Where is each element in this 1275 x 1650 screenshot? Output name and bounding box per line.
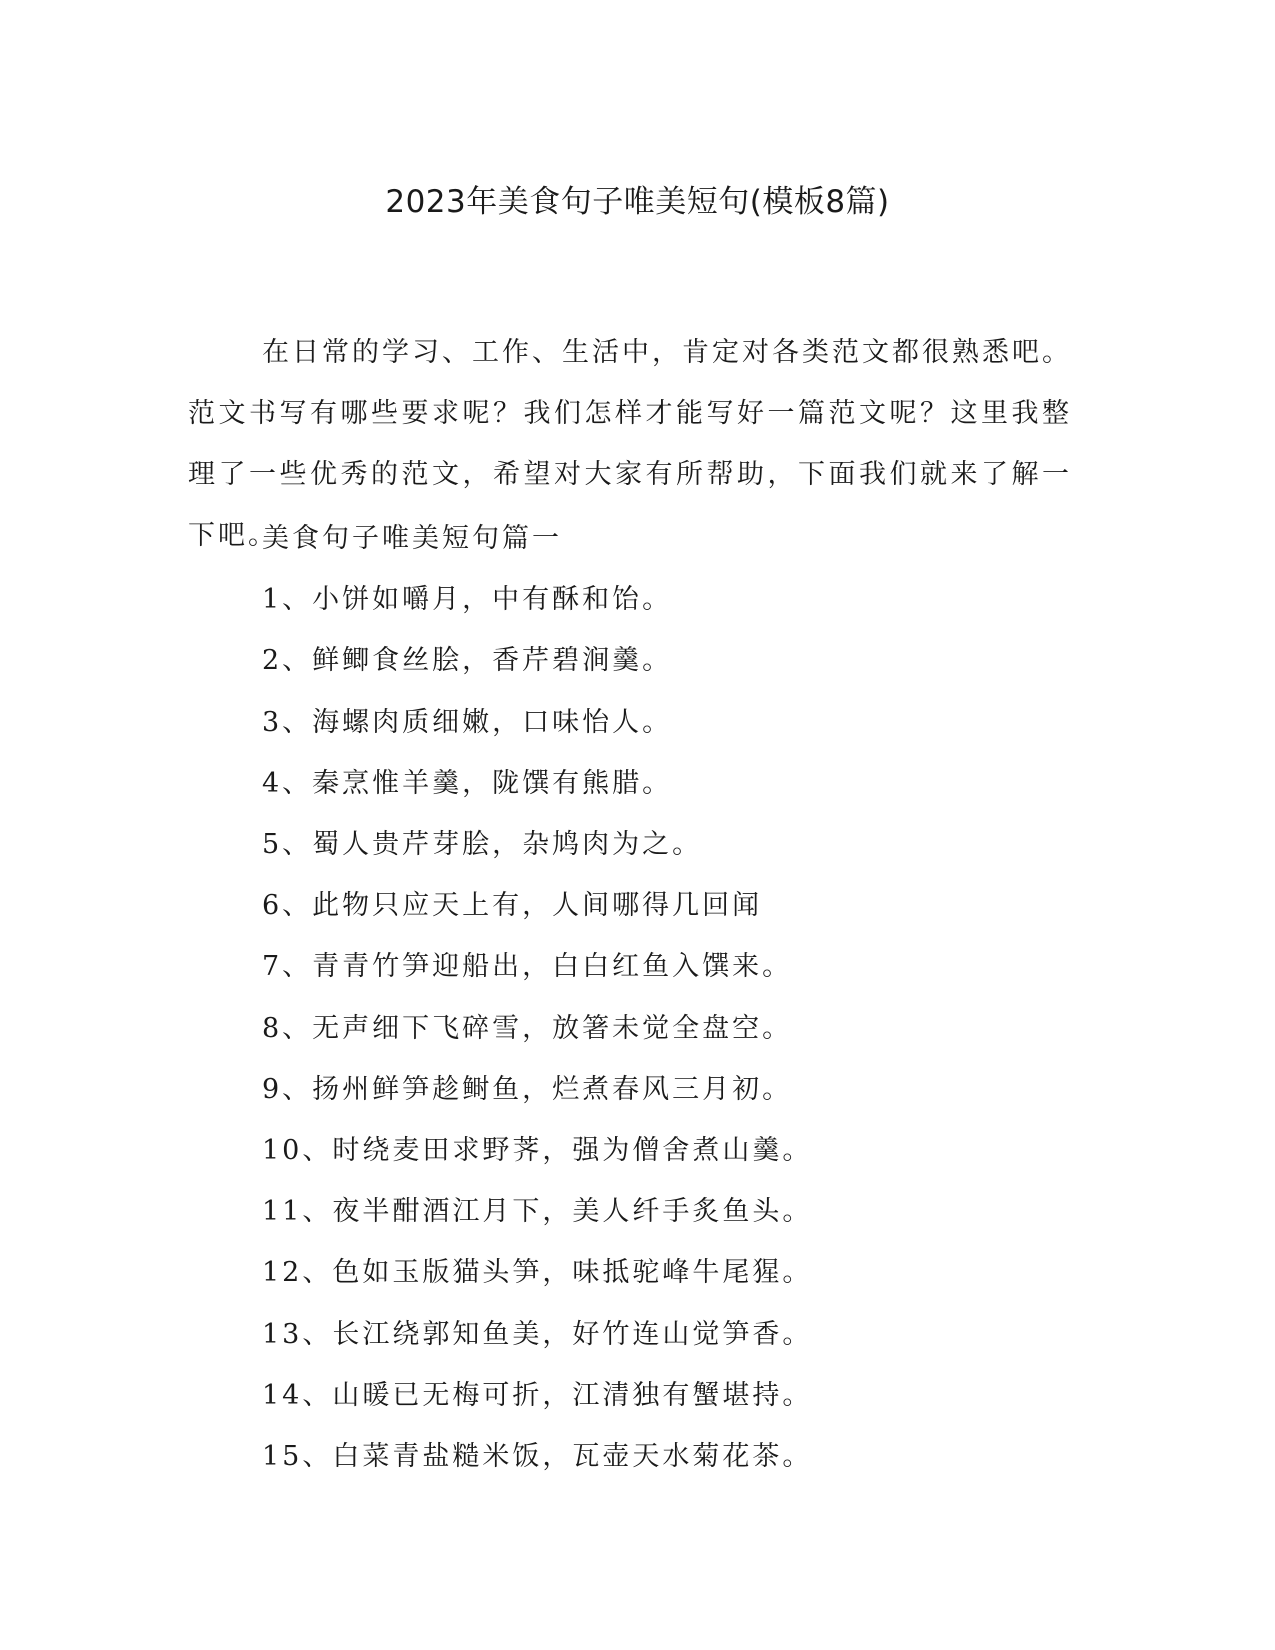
list-item: 7、青青竹笋迎船出，白白红鱼入馔来。 [262,951,793,983]
section-one [262,508,1062,1487]
list-item: 15、白菜青盐糙米饭，瓦壶天水菊花茶。 [262,1441,813,1473]
sentence-list [262,569,1062,1487]
list-item: 6、此物只应天上有，人间哪得几回闻 [262,890,763,922]
list-item: 3、海螺肉质细嫩，口味怡人。 [262,706,673,738]
list-item: 5、蜀人贵芹芽脍，杂鸠肉为之。 [262,829,703,861]
list-item: 14、山暖已无梅可折，江清独有蟹堪持。 [262,1379,813,1411]
list-item: 9、扬州鲜笋趁鲥鱼，烂煮春风三月初。 [262,1073,793,1105]
list-item: 13、长江绕郭知鱼美，好竹连山觉笋香。 [262,1318,813,1350]
intro-paragraph: 在日常的学习、工作、生活中，肯定对各类范文都很熟悉吧。范文书写有哪些要求呢？我们怎样才能写好一篇范文呢？这里我整理了一些优秀的范文，希望对大家有所帮助，下面我们就来了解一下吧。 [188,337,1072,551]
document-title: 2023年美食句子唯美短句(模板8篇) [385,184,890,220]
list-item: 4、秦烹惟羊羹，陇馔有熊腊。 [262,767,673,799]
list-item: 10、时绕麦田求野荠，强为僧舍煮山羹。 [262,1135,813,1167]
list-item: 8、无声细下飞碎雪，放箸未觉全盘空。 [262,1012,793,1044]
list-item: 11、夜半酣酒江月下，美人纤手炙鱼头。 [262,1196,813,1228]
list-item: 12、色如玉版猫头笋，味抵驼峰牛尾猩。 [262,1257,813,1289]
list-item: 1、小饼如嚼月，中有酥和饴。 [262,584,673,616]
list-item: 2、鲜鲫食丝脍，香芹碧涧羹。 [262,645,673,677]
section-heading: 美食句子唯美短句篇一 [262,523,562,554]
